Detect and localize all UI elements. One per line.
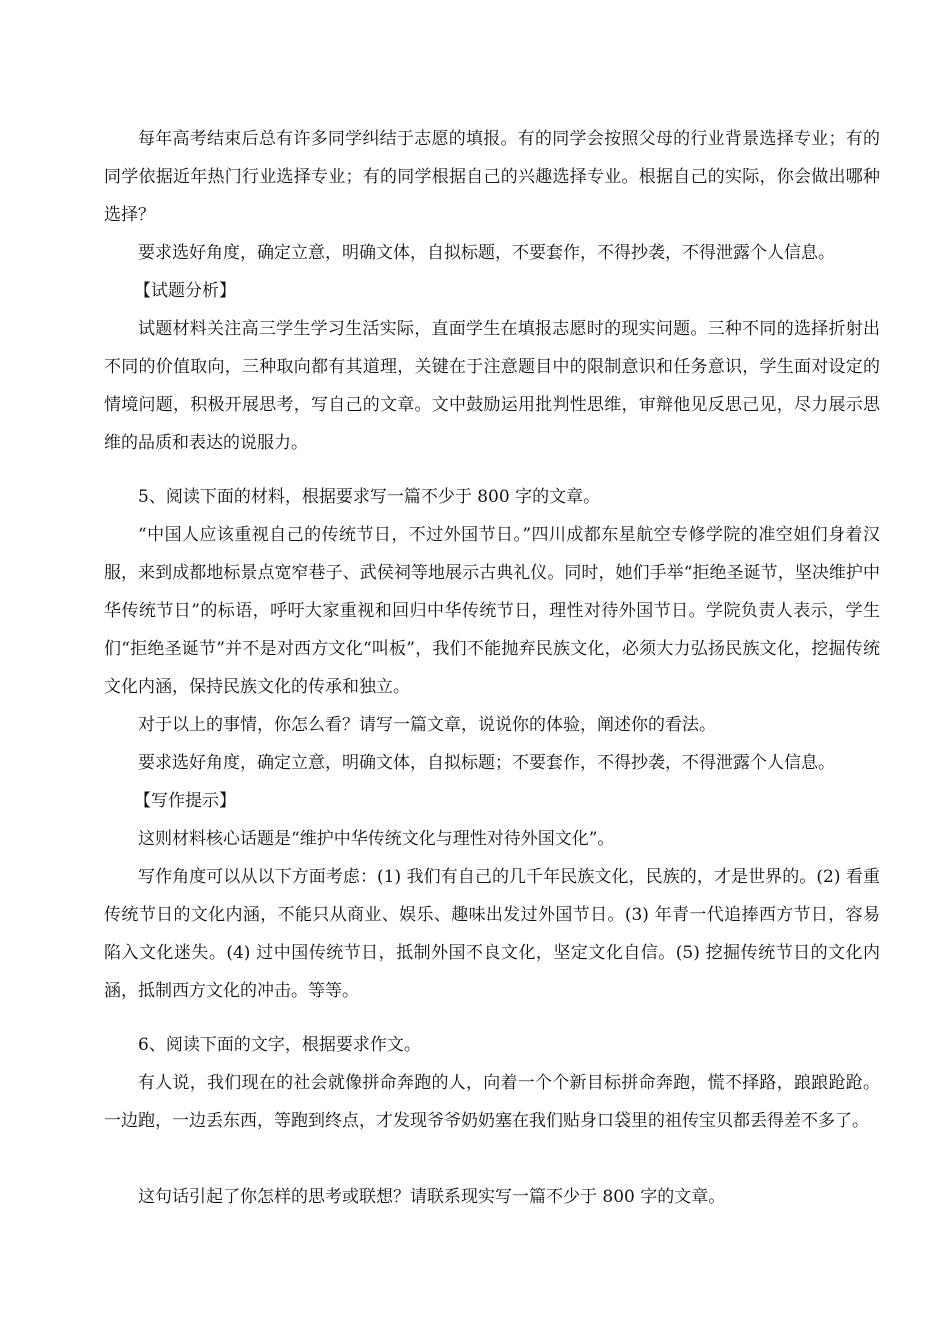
prompt-5-requirements: 要求选好角度，确定立意，明确文体，自拟标题；不要套作，不得抄袭，不得泄露个人信息。 (138, 753, 835, 773)
prompt-5-material: “中国人应该重视自己的传统节日，不过外国节日。”四川成都东星航空专修学院的准空姐们身着汉服，来到成都地标景点宽窄巷子、武侯祠等地展示古典礼仪。同时，她们手举“拒绝圣诞节，坚决维护中华传统节日”的标语，呼吁大家重视和回归中华传统节日，理性对待外国节日。学院负责人表示，学生们“拒绝圣诞节”并不是对西方文化“叫板”，我们不能抛弃民族文化，必须大力弘扬民族文化，挖掘传统文化内涵，保持民族文化的传承和独立。 (104, 525, 880, 697)
prompt-5-question: 对于以上的事情，你怎么看？请写一篇文章，说说你的体验，阐述你的看法。 (138, 715, 716, 735)
section-heading-analysis: 【试题分析】 (134, 281, 236, 301)
analysis-paragraph: 试题材料关注高三学生学习生活实际，直面学生在填报志愿时的现实问题。三种不同的选择折射出不同的价值取向，三种取向都有其道理，关键在于注意题目中的限制意识和任务意识，学生面对设定的情境问题，积极开展思考，写自己的文章。文中鼓励运用批判性思维，审辩他见反思己见，尽力展示思维的品质和表达的说服力。 (104, 319, 880, 453)
writing-tips-angles: 写作角度可以从以下方面考虑：(1) 我们有自己的几千年民族文化，民族的，才是世界的。(2) 看重传统节日的文化内涵，不能只从商业、娱乐、趣味出发过外国节日。(3) 年青一代追捧西方节日，容易陷入文化迷失。(4) 过中国传统节日，抵制外国不良文化，坚定文化自信。(5) 挖掘传统节日的文化内涵，抵制西方文化的冲击。等等。 (104, 867, 880, 1001)
prompt-4-material: 每年高考结束后总有许多同学纠结于志愿的填报。有的同学会按照父母的行业背景选择专业；有的同学依据近年热门行业选择专业；有的同学根据自己的兴趣选择专业。根据自己的实际，你会做出哪种选择？ (104, 129, 880, 225)
writing-tips-topic: 这则材料核心话题是“维护中华传统文化与理性对待外国文化”。 (138, 829, 615, 849)
prompt-4-requirements: 要求选好角度，确定立意，明确文体，自拟标题，不要套作，不得抄袭，不得泄露个人信息。 (138, 243, 835, 263)
prompt-6-title: 6、阅读下面的文字，根据要求作文。 (138, 1035, 421, 1055)
prompt-6-material: 有人说，我们现在的社会就像拼命奔跑的人，向着一个个新目标拼命奔跑，慌不择路，踉踉跄跄。一边跑，一边丢东西，等跑到终点，才发现爷爷奶奶塞在我们贴身口袋里的祖传宝贝都丢得差不多了。 (104, 1073, 880, 1131)
prompt-6-question: 这句话引起了你怎样的思考或联想？请联系现实写一篇不少于 800 字的文章。 (138, 1187, 726, 1207)
section-heading-writing-tips: 【写作提示】 (134, 791, 236, 811)
prompt-5-title: 5、阅读下面的材料，根据要求写一篇不少于 800 字的文章。 (138, 487, 601, 507)
